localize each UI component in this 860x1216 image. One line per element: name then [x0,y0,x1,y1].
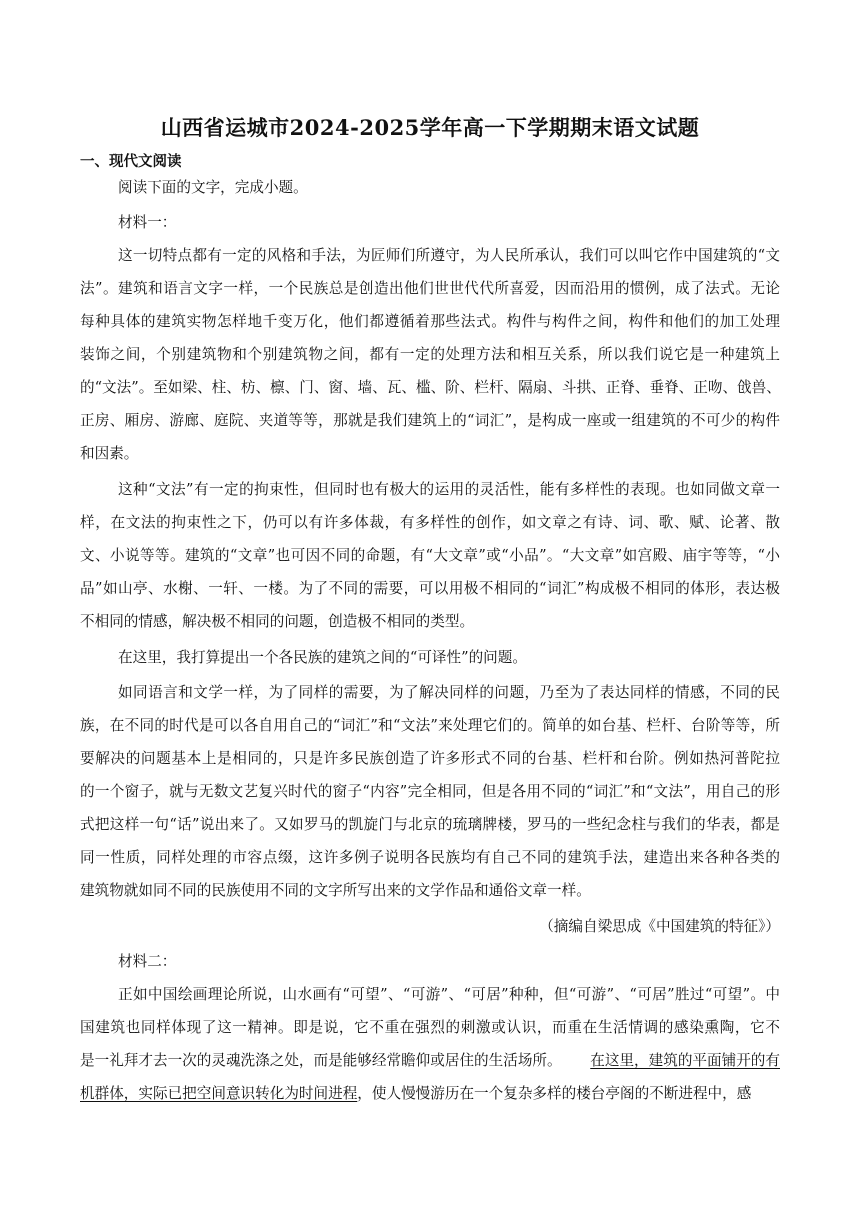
paragraph-line: 不相同的情感，解决极不相同的问题，创造极不相同的类型。 [80,613,475,630]
paragraph-line: 要解决的问题基本上是相同的，只是许多民族创造了许多形式不同的台基、栏杆和台阶。例如热河普陀拉 [80,750,780,767]
paragraph-line: 的“文法”。至如梁、柱、枋、檩、门、窗、墙、瓦、槛、阶、栏杆、隔扇、斗拱、正脊、垂脊、正吻、戗兽、 [80,379,781,396]
source-citation: （摘编自梁思成《中国建筑的特征》） [539,918,780,935]
paragraph-line: 和因素。 [80,445,139,462]
paragraph-segment: 是一礼拜才去一次的灵魂洗涤之处，而是能够经常瞻仰或居住的生活场所。 [80,1052,562,1069]
paragraph-segment: ，使人慢慢游历在一个复杂多样的楼台亭阁的不断进程中，感 [357,1085,752,1102]
paragraph-line: 这一切特点都有一定的风格和手法，为匠师们所遵守，为人民所承认，我们可以叫它作中国建筑的“文 [118,247,780,264]
paragraph-line: 法”。建筑和语言文字一样，一个民族总是创造出他们世世代代所喜爱，因而沿用的惯例，成了法式。无论 [80,280,780,297]
paragraph-line: 式把这样一句“话”说出来了。又如罗马的凯旋门与北京的琉璃牌楼，罗马的一些纪念柱与我们的华表，都是 [80,816,780,833]
material1-label: 材料一： [118,214,177,231]
intro-text: 阅读下面的文字，完成小题。 [118,179,308,196]
paragraph-line: 这种“文法”有一定的拘束性，但同时也有极大的运用的灵活性，能有多样性的表现。也如同做文章一 [118,481,780,498]
paragraph-line: 的一个窗子，就与无数文艺复兴时代的窗子“内容”完全相同，但是各用不同的“词汇”和“文法”，用自己的形 [80,783,780,800]
underlined-phrase: 机群体，实际已把空间意识转化为时间进程 [80,1085,358,1102]
paragraph-line: 建筑物就如同不同的民族使用不同的文字所写出来的文学作品和通俗文章一样。 [80,882,591,899]
paragraph-line: 每种具体的建筑实物怎样地千变万化，他们都遵循着那些法式。构件与构件之间，构件和他们的加工处理 [80,313,780,330]
paragraph-line: 国建筑也同样体现了这一精神。即是说，它不重在强烈的刺激或认识，而重在生活情调的感染熏陶，它不 [80,1019,780,1036]
paragraph-line: 文、小说等等。建筑的“文章”也可因不同的命题，有“大文章”或“小品”。“大文章”如宫殿、庙宇等等，“小 [80,547,780,564]
paragraph-line: 同一性质，同样处理的市容点缀，这许多例子说明各民族均有自己不同的建筑手法，建造出来各种各类的 [80,849,780,866]
paragraph-line [80,1051,780,1071]
section-heading: 一、现代文阅读 [80,153,182,170]
paragraph-line: 正房、厢房、游廊、庭院、夹道等等，那就是我们建筑上的“词汇”，是构成一座或一组建筑的不可少的构件 [80,412,780,429]
paragraph-line: 样，在文法的拘束性之下，仍可以有许多体裁，有多样性的创作，如文章之有诗、词、歌、赋、论著、散 [80,514,780,531]
paragraph-line: 在这里，我打算提出一个各民族的建筑之间的“可译性”的问题。 [118,649,527,666]
underlined-phrase: 在这里，建筑的平面铺开的有 [590,1052,780,1069]
page-title: 山西省运城市2024-2025学年高一下学期期末语文试题 [160,115,700,140]
paragraph-line [80,1084,780,1104]
paragraph-line: 族，在不同的时代是可以各自用自己的“词汇”和“文法”来处理它们的。简单的如台基、栏杆、台阶等等，所 [80,717,780,734]
paragraph-line: 正如中国绘画理论所说，山水画有“可望”、“可游”、“可居”种种，但“可游”、“可居”胜过“可望”。中 [118,986,780,1003]
paragraph-line: 如同语言和文学一样，为了同样的需要，为了解决同样的问题，乃至为了表达同样的情感，不同的民 [118,684,780,701]
paragraph-line: 装饰之间，个别建筑物和个别建筑物之间，都有一定的处理方法和相互关系，所以我们说它是一种建筑上 [80,346,780,363]
material2-label: 材料二： [118,953,177,970]
paragraph-line: 品”如山亭、水榭、一轩、一楼。为了不同的需要，可以用极不相同的“词汇”构成极不相同的体形，表达极 [80,580,780,597]
